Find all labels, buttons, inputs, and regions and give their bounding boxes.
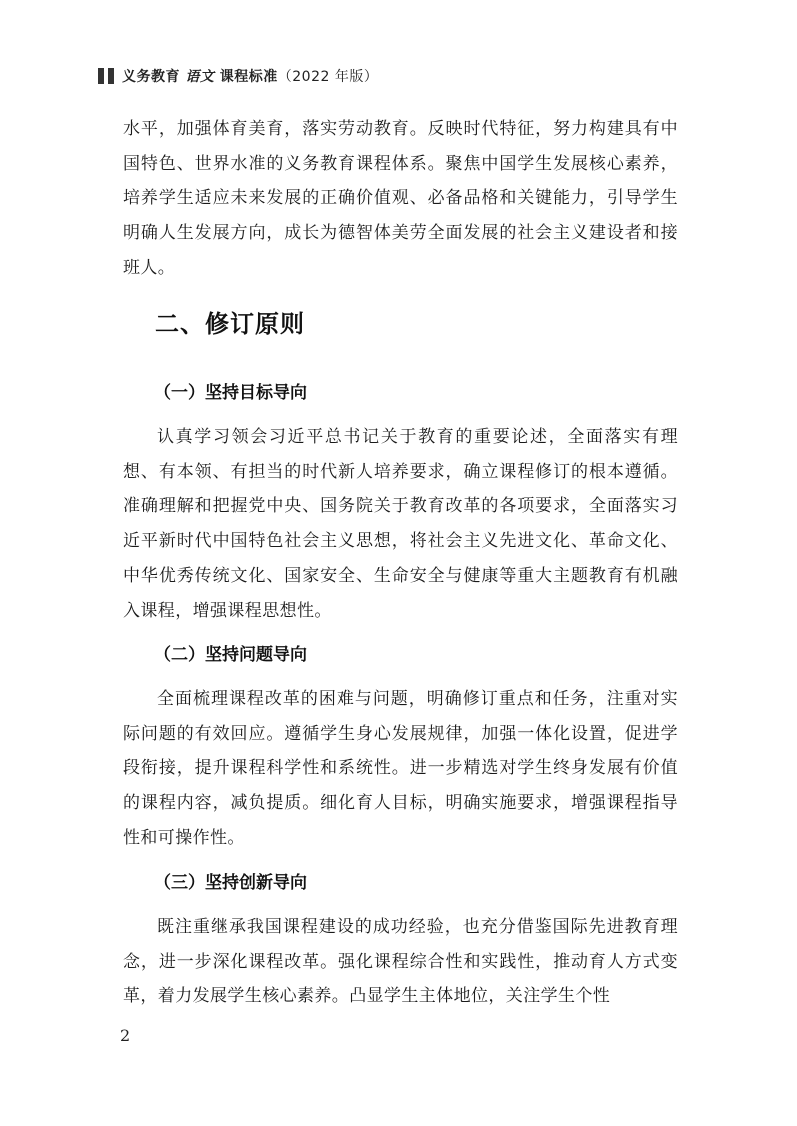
header-title-part2: 课程标准 (214, 69, 278, 85)
subheading-innovation-oriented: （三）坚持创新导向 (154, 873, 307, 893)
running-header (98, 66, 378, 86)
paragraph-continued: 水平，加强体育美育，落实劳动教育。反映时代特征，努力构建具有中国特色、世界水准的义务教育课程体系。聚焦中国学生发展核心素养，培养学生适应未来发展的正确价值观、必备品格和关键能力，引导学生明确人生发展方向，成长为德智体美劳全面发展的社会主义建设者和接班人。 (123, 119, 678, 278)
header-edition: （2022 年版） (277, 69, 379, 85)
paragraph-problem-oriented: 全面梳理课程改革的困难与问题，明确修订重点和任务，注重对实际问题的有效回应。遵循学生身心发展规律，加强一体化设置，促进学段衔接，提升课程科学性和系统性。进一步精选对学生终身发展有价值的课程内容，减负提质。细化育人目标，明确实施要求，增强课程指导性和可操作性。 (123, 689, 678, 848)
header-title (122, 66, 378, 86)
section-title: 二、修订原则 (155, 310, 305, 338)
subheading-goal-oriented: （一）坚持目标导向 (154, 383, 307, 403)
header-title-part1: 义务教育 (122, 69, 186, 85)
page-number: 2 (120, 1026, 131, 1045)
paragraph-innovation-oriented: 既注重继承我国课程建设的成功经验，也充分借鉴国际先进教育理念，进一步深化课程改革。强化课程综合性和实践性，推动育人方式变革，着力发展学生核心素养。凸显学生主体地位，关注学生个性 (123, 917, 678, 1007)
subheading-problem-oriented: （二）坚持问题导向 (154, 645, 307, 665)
paragraph-goal-oriented: 认真学习领会习近平总书记关于教育的重要论述，全面落实有理想、有本领、有担当的时代新人培养要求，确立课程修订的根本遵循。准确理解和把握党中央、国务院关于教育改革的各项要求，全面落实习近平新时代中国特色社会主义思想，将社会主义先进文化、革命文化、中华优秀传统文化、国家安全、生命安全与健康等重大主题教育有机融入课程，增强课程思想性。 (123, 427, 678, 621)
header-bar (98, 68, 104, 84)
header-title-subject: 语文 (185, 69, 215, 85)
header-bars-icon (98, 68, 114, 84)
header-bar (108, 68, 114, 84)
